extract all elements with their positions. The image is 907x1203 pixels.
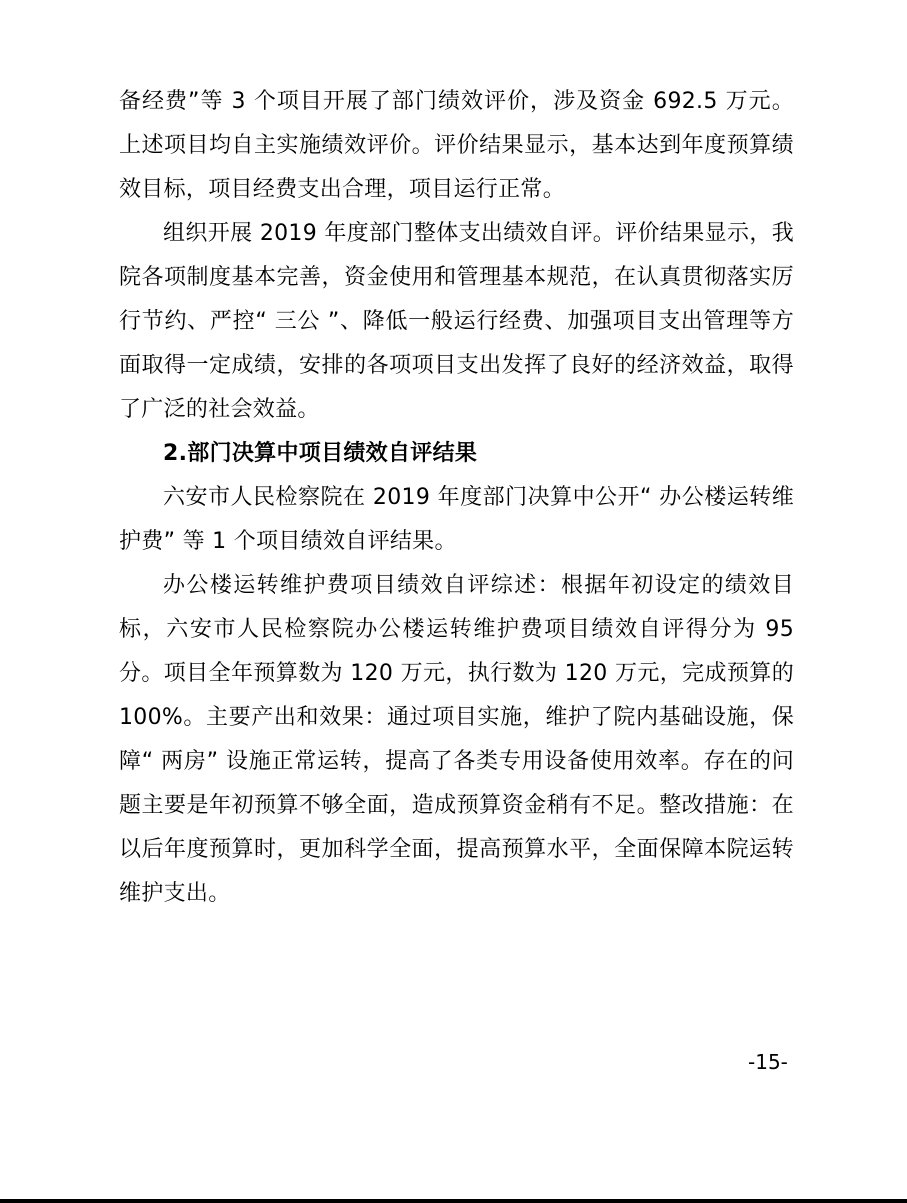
bottom-divider [0, 1199, 907, 1203]
paragraph-disclosure: 六安市人民检察院在 2019 年度部门决算中公开“ 办公楼运转维护费” 等 1 个项目绩效自评结果。 [119, 485, 794, 554]
body-text [119, 80, 794, 916]
paragraph-overall-self-evaluation: 组织开展 2019 年度部门整体支出绩效自评。评价结果显示，我院各项制度基本完善，资金使用和管理基本规范，在认真贯彻落实厉行节约、严控“ 三公 ”、降低一般运行经费、加强项目支出管理等方面取得一定成绩，安排的各项项目支出发挥了良好的经济效益，取得了广泛的社会效益。 [119, 221, 794, 422]
paragraph-continuation: 备经费”等 3 个项目开展了部门绩效评价，涉及资金 692.5 万元。上述项目均自主实施绩效评价。评价结果显示，基本达到年度预算绩效目标，项目经费支出合理，项目运行正常。 [119, 89, 794, 202]
paragraph-project-summary: 办公楼运转维护费项目绩效自评综述：根据年初设定的绩效目标，六安市人民检察院办公楼运转维护费项目绩效自评得分为 95 分。项目全年预算数为 120 万元，执行数为 120 万元，完成预算的 100%。主要产出和效果：通过项目实施，维护了院内基础设施，保障“ 两房” 设施正常运转，提高了各类专用设备使用效率。存在的问题主要是年初预算不够全面，造成预算资金稍有不足。整改措施：在以后年度预算时，更加科学全面，提高预算水平，全面保障本院运转维护支出。 [119, 573, 794, 906]
page-number: -15- [748, 1050, 788, 1074]
section-heading: 2.部门决算中项目绩效自评结果 [163, 441, 478, 466]
